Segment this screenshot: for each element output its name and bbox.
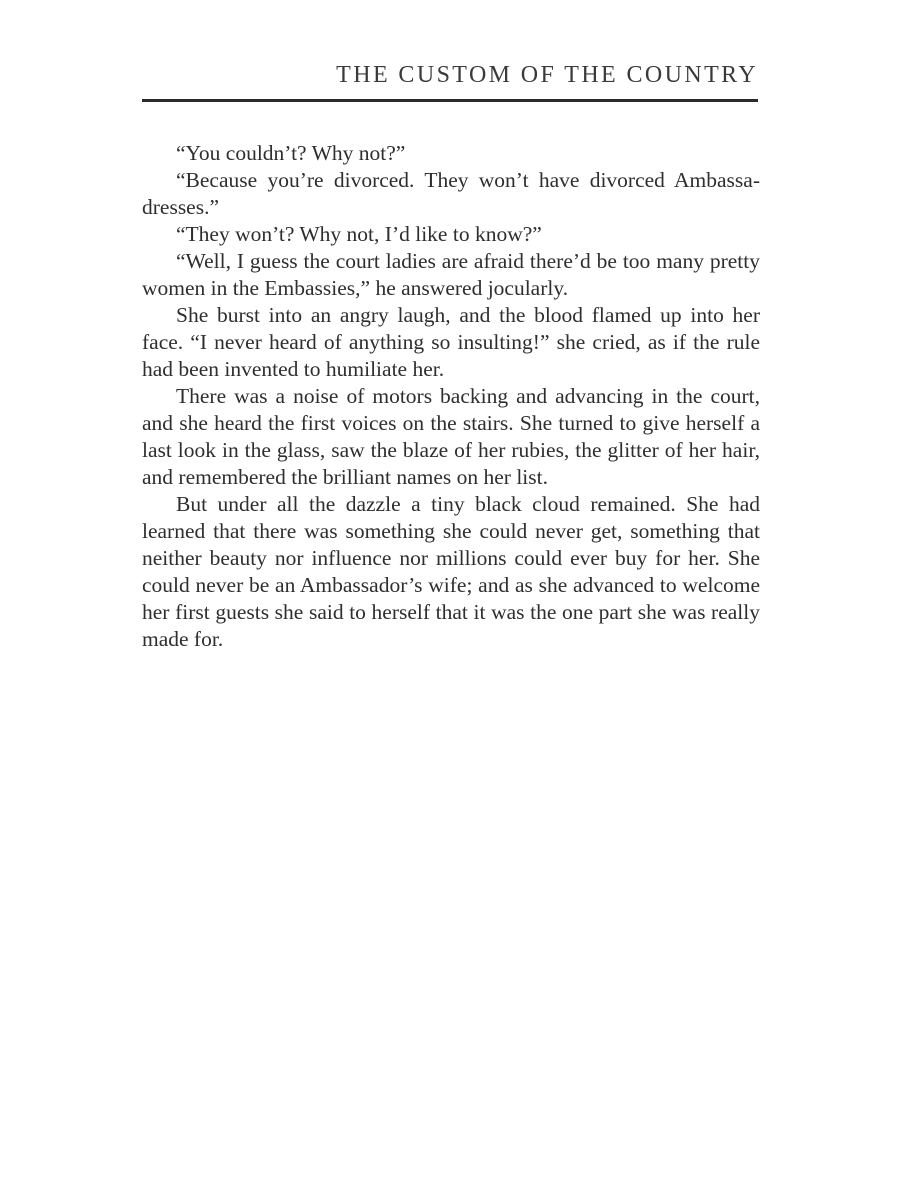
paragraph: “Well, I guess the court ladies are afraid there’d be too many pretty women in the Embassies,” he answered jocularly. — [142, 249, 760, 300]
paragraph: But under all the dazzle a tiny black cloud remained. She had learned that there was something she could never get, something that neither beauty nor influence nor millions could ever buy for her. She could never be an Ambassador’s wife; and as she advanced to welcome her first guests she said to herself that it was the one part she was really made for. — [142, 492, 760, 651]
paragraph: “You couldn’t? Why not?” — [176, 141, 406, 165]
header-rule — [142, 99, 758, 102]
paragraph: “Because you’re divorced. They won’t have divorced Ambassadresses.” — [142, 168, 760, 219]
paragraph: There was a noise of motors backing and advancing in the court, and she heard the first voices on the stairs. She turned to give herself a last look in the glass, saw the blaze of her rubies, the glitter of her hair, and remembered the brilliant names on her list. — [142, 384, 760, 489]
running-head: THE CUSTOM OF THE COUNTRY — [336, 62, 758, 88]
paragraph: She burst into an angry laugh, and the blood flamed up into her face. “I never heard of anything so insulting!” she cried, as if the rule had been invented to humiliate her. — [142, 303, 760, 381]
paragraph: “They won’t? Why not, I’d like to know?” — [176, 222, 542, 246]
body-text — [142, 140, 760, 653]
